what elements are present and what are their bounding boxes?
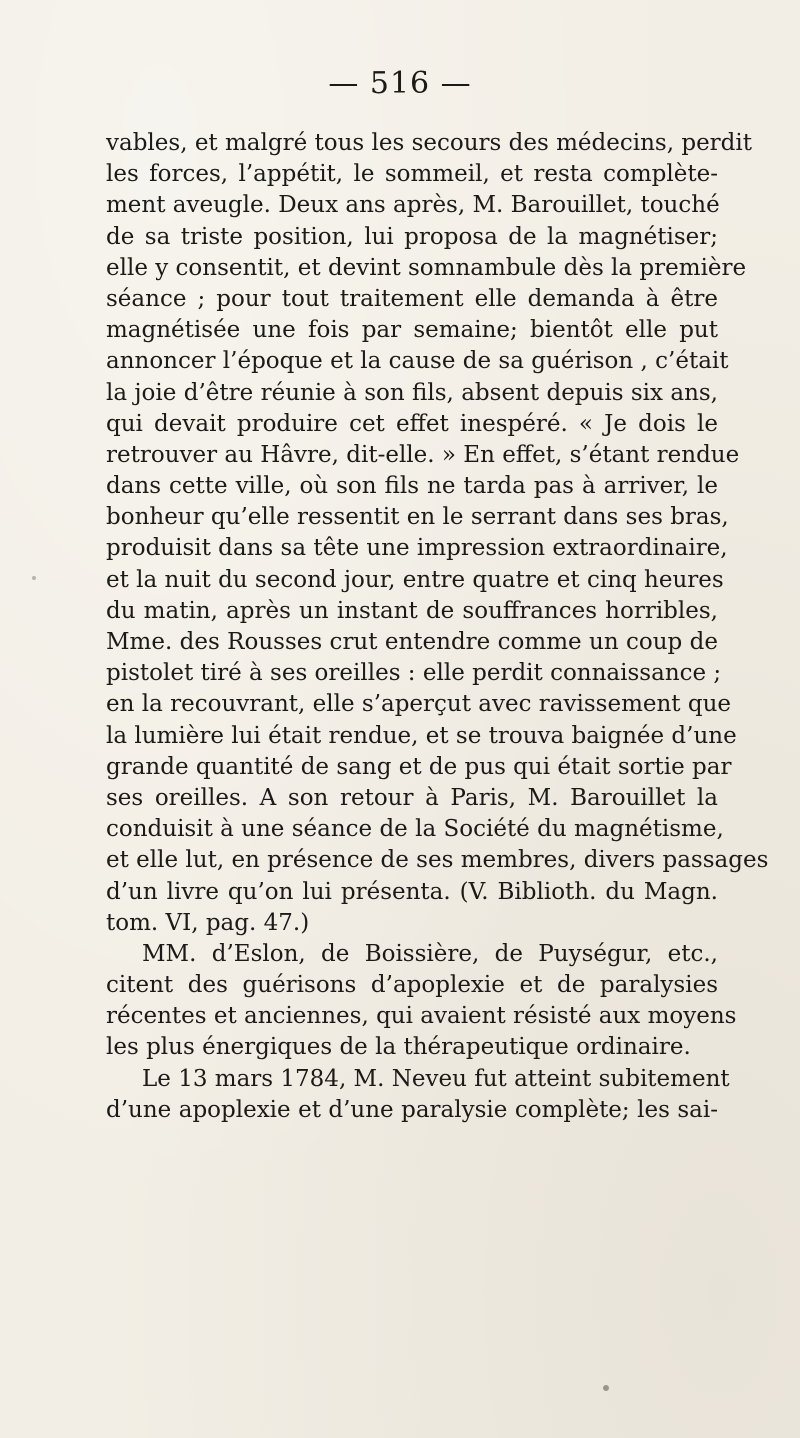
text-line: produisit dans sa tête une impression extraordinaire, [106, 535, 728, 562]
page-number-header: — 516 — [328, 66, 472, 101]
text-line: d’une apoplexie et d’une paralysie complète; les sai- [106, 1096, 718, 1123]
text-line: pistolet tiré à ses oreilles : elle perdit connaissance ; [106, 660, 722, 687]
text-line: Le 13 mars 1784, M. Neveu fut atteint subitement [142, 1065, 730, 1092]
text-line: ment aveugle. Deux ans après, M. Barouillet, touché [106, 192, 720, 219]
text-line: annoncer l’époque et la cause de sa guérison , c’était [106, 348, 729, 375]
text-line: du matin, après un instant de souffrances horribles, [106, 597, 718, 624]
text-line: vables, et malgré tous les secours des médecins, perdit [106, 130, 752, 156]
text-line: en la recouvrant, elle s’aperçut avec ravissement que [106, 691, 732, 718]
text-line: la joie d’être réunie à son fils, absent depuis six ans, [106, 379, 718, 406]
text-line: bonheur qu’elle ressentit en le serrant dans ses bras, [106, 504, 729, 531]
text-line: d’un livre qu’on lui présenta. (V. Biblioth. du Magn. [106, 878, 718, 905]
text-line: et la nuit du second jour, entre quatre et cinq heures [106, 566, 724, 593]
text-line: de sa triste position, lui proposa de la magnétiser; [106, 223, 718, 250]
paper-spot [603, 1385, 609, 1391]
paper-spot [32, 576, 36, 580]
text-line: dans cette ville, où son fils ne tarda pas à arriver, le [106, 473, 718, 500]
text-line: qui devait produire cet effet inespéré. « Je dois le [106, 410, 718, 437]
text-line: MM. d’Eslon, de Boissière, de Puységur, etc., [142, 940, 718, 967]
text-line: conduisit à une séance de la Société du magnétisme, [106, 816, 724, 843]
text-line: grande quantité de sang et de pus qui était sortie par [106, 753, 732, 780]
text-line: séance ; pour tout traitement elle demanda à être [106, 285, 718, 312]
text-line: Mme. des Rousses crut entendre comme un coup de [106, 629, 718, 655]
text-line: les forces, l’appétit, le sommeil, et resta complète- [106, 161, 718, 188]
text-line: retrouver au Hâvre, dit-elle. » En effet, s’étant rendue [106, 441, 740, 468]
text-line: les plus énergiques de la thérapeutique ordinaire. [106, 1034, 691, 1061]
text-line: récentes et anciennes, qui avaient résisté aux moyens [106, 1003, 737, 1030]
text-line: magnétisée une fois par semaine; bientôt elle put [106, 317, 718, 344]
body-text [106, 128, 769, 1126]
text-line: et elle lut, en présence de ses membres, divers passages [106, 847, 769, 874]
text-line: ses oreilles. A son retour à Paris, M. Barouillet la [106, 784, 718, 811]
text-line: tom. VI, pag. 47.) [106, 909, 310, 936]
text-line: citent des guérisons d’apoplexie et de paralysies [106, 972, 718, 999]
text-line: la lumière lui était rendue, et se trouva baignée d’une [106, 722, 737, 749]
text-line: elle y consentit, et devint somnambule dès la première [106, 254, 747, 281]
